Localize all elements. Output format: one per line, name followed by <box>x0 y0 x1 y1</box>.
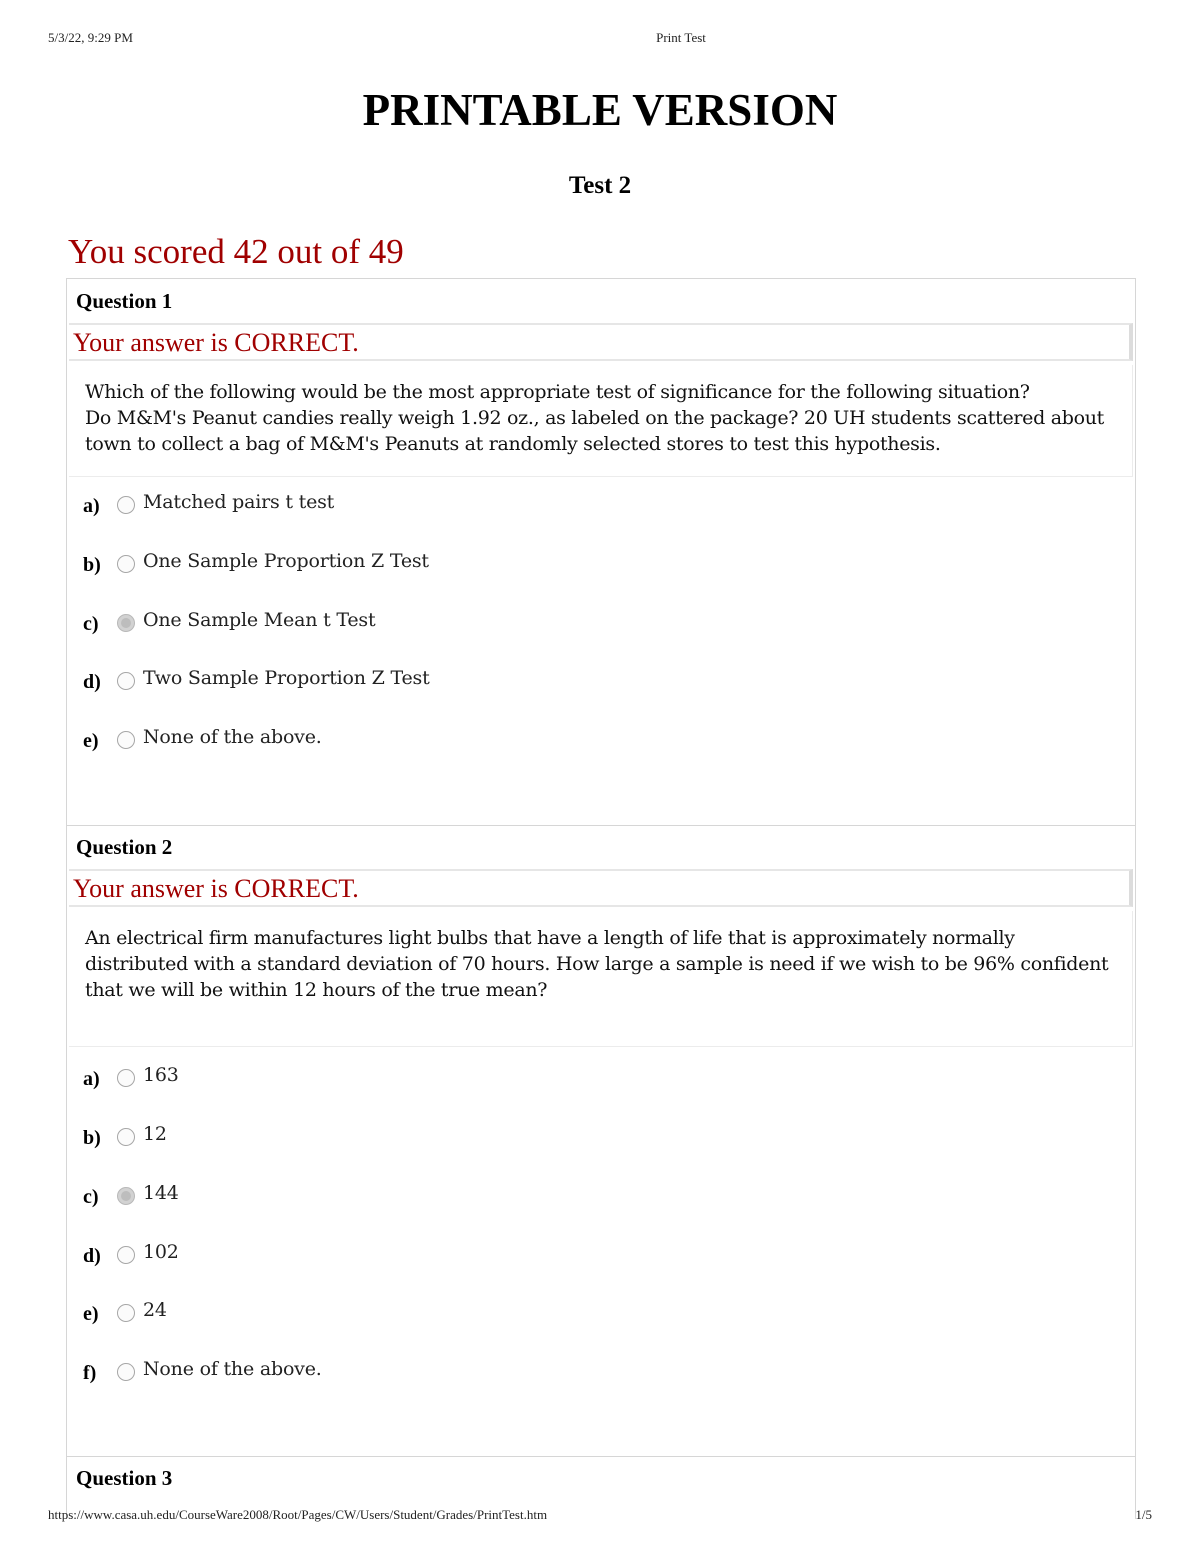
print-footer <box>0 1507 1200 1525</box>
question-title: Question 1 <box>76 289 173 313</box>
option-text: None of the above. <box>143 1358 322 1380</box>
question-text <box>69 911 1133 1047</box>
question-title: Question 3 <box>76 1466 173 1490</box>
option-letter: c) <box>83 1186 99 1208</box>
radio-button[interactable] <box>117 1128 135 1146</box>
question-text-line: distributed with a standard deviation of 70 hours. How large a sample is need if we wish to be 96% confident <box>85 953 1109 975</box>
option-text: One Sample Proportion Z Test <box>143 550 429 572</box>
option-letter: a) <box>83 1068 100 1090</box>
print-page-title: Print Test <box>656 30 706 45</box>
question-text-line: Do M&M's Peanut candies really weigh 1.92 oz., as labeled on the package? 20 UH students scattered about <box>85 407 1105 429</box>
option-text: One Sample Mean t Test <box>143 609 376 631</box>
result-banner <box>69 323 1133 361</box>
option-letter: d) <box>83 1245 101 1267</box>
radio-button[interactable] <box>117 1069 135 1087</box>
result-text: Your answer is CORRECT. <box>73 328 359 357</box>
print-datetime: 5/3/22, 9:29 PM <box>48 30 133 45</box>
page-title: PRINTABLE VERSION <box>362 85 838 135</box>
option-letter: c) <box>83 613 99 635</box>
option-letter: b) <box>83 554 101 576</box>
question-text-line: An electrical firm manufactures light bulbs that have a length of life that is approximately normally <box>85 927 1015 949</box>
question-3 <box>67 1456 1135 1506</box>
print-url: https://www.casa.uh.edu/CourseWare2008/Root/Pages/CW/Users/Student/Grades/PrintTest.htm <box>48 1507 548 1522</box>
question-text-line: Which of the following would be the most appropriate test of significance for the following situation? <box>85 381 1030 403</box>
question-1 <box>67 279 1135 825</box>
result-text: Your answer is CORRECT. <box>73 874 359 903</box>
radio-button[interactable] <box>117 1246 135 1264</box>
question-2 <box>67 825 1135 1457</box>
radio-button[interactable] <box>117 672 135 690</box>
option-text: 24 <box>143 1299 167 1321</box>
radio-button[interactable] <box>117 555 135 573</box>
questions-container <box>66 278 1136 1519</box>
radio-button-selected[interactable] <box>117 614 135 632</box>
question-text <box>69 365 1133 477</box>
option-letter: e) <box>83 1303 99 1325</box>
option-letter: a) <box>83 495 100 517</box>
question-title: Question 2 <box>76 835 173 859</box>
option-text: Two Sample Proportion Z Test <box>143 667 430 689</box>
question-text-line: town to collect a bag of M&M's Peanuts at randomly selected stores to test this hypothesis. <box>85 433 941 455</box>
radio-button[interactable] <box>117 1363 135 1381</box>
radio-button[interactable] <box>117 496 135 514</box>
radio-button[interactable] <box>117 731 135 749</box>
option-text: 12 <box>143 1123 167 1145</box>
option-text: Matched pairs t test <box>143 491 335 513</box>
test-name: Test 2 <box>568 172 632 199</box>
option-letter: e) <box>83 730 99 752</box>
option-text: 102 <box>143 1241 179 1263</box>
option-letter: b) <box>83 1127 101 1149</box>
score-text: You scored 42 out of 49 <box>68 232 404 271</box>
option-letter: f) <box>83 1362 97 1384</box>
radio-button-selected[interactable] <box>117 1187 135 1205</box>
print-header <box>0 30 1200 48</box>
page-number: 1/5 <box>1135 1507 1152 1522</box>
question-text-line: that we will be within 12 hours of the true mean? <box>85 979 548 1001</box>
radio-button[interactable] <box>117 1304 135 1322</box>
option-letter: d) <box>83 671 101 693</box>
option-text: None of the above. <box>143 726 322 748</box>
option-text: 144 <box>143 1182 179 1204</box>
result-banner <box>69 869 1133 907</box>
option-text: 163 <box>143 1064 179 1086</box>
